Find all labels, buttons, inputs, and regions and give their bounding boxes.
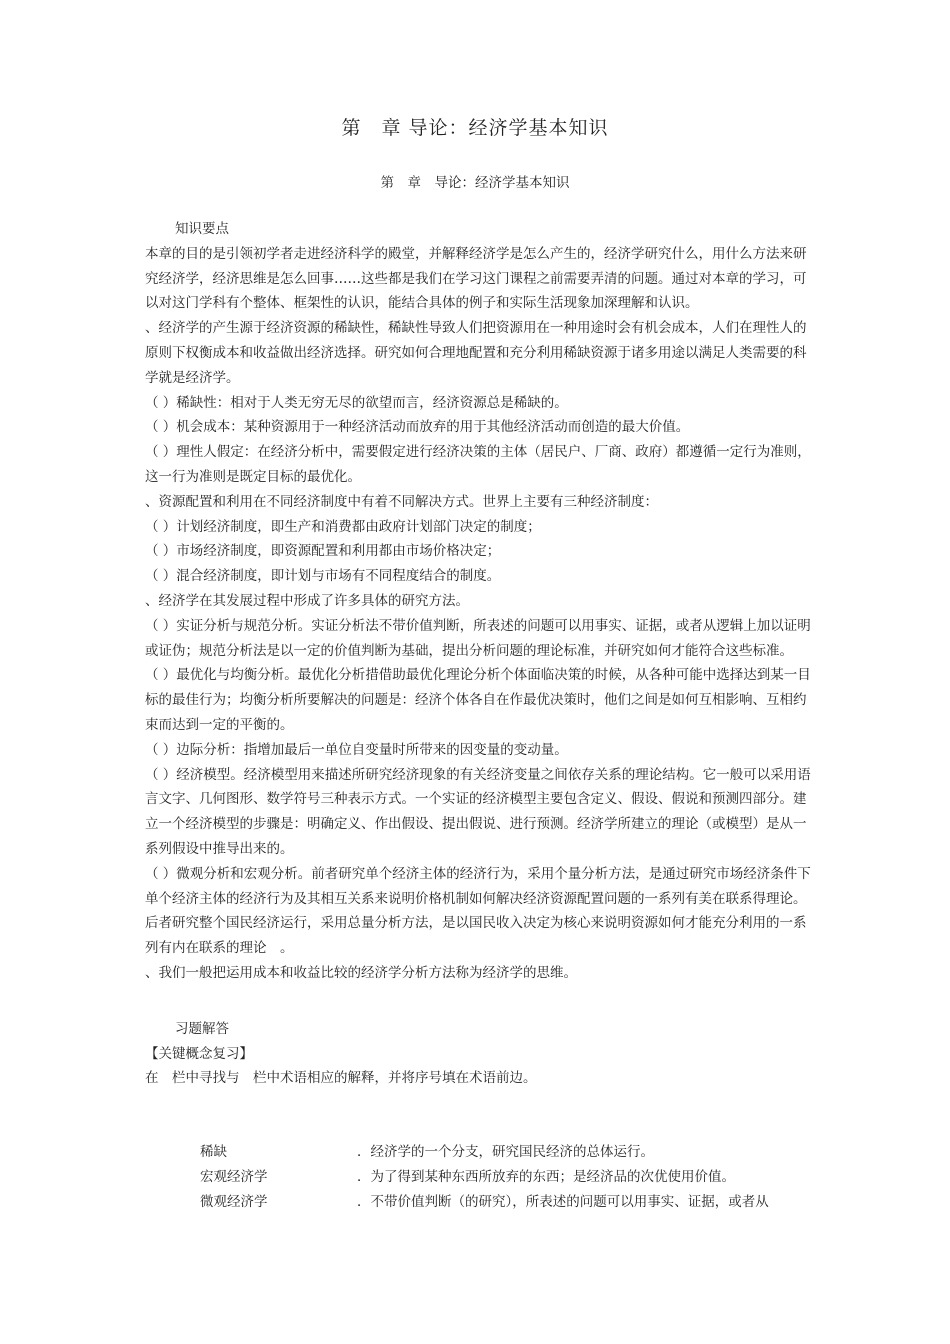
list-item: （ ）市场经济制度，即资源配置和利用都由市场价格决定；: [145, 543, 501, 560]
list-item: （ ）最优化与均衡分析。最优化分析措借助最优化理论分析个体面临决策的时候，从各种可能中选择达到某一目标的最佳行为；均衡分析所要解决的问题是：经济个体各自在作最优决策时，他们之间是如何互相影响、互相约束而达到一定的平衡的。: [145, 667, 811, 733]
term-cell: 宏观经济学: [200, 1169, 268, 1185]
list-item: （ ）机会成本：某种资源用于一种经济活动而放弃的用于其他经济活动而创造的最大价值。: [145, 419, 690, 436]
page-title: 第 章 导论：经济学基本知识: [341, 117, 609, 139]
definition-cell: ．为了得到某种东西所放弃的东西；是经济品的次优使用价值。: [357, 1169, 735, 1185]
list-item: （ ）边际分析：指增加最后一单位自变量时所带来的因变量的变动量。: [145, 741, 568, 758]
paragraph-research-methods: 、经济学在其发展过程中形成了许多具体的研究方法。: [145, 592, 469, 609]
paragraph-economic-thinking: 、我们一般把运用成本和收益比较的经济学分析方法称为经济学的思维。: [145, 964, 577, 981]
document-body: [145, 217, 817, 1091]
term-cell: 稀缺: [200, 1144, 227, 1160]
section-heading-key-points: 知识要点: [175, 221, 229, 237]
section-heading-exercises: 习题解答: [175, 1020, 229, 1037]
table-row: [200, 1165, 820, 1190]
list-item: （ ）微观分析和宏观分析。前者研究单个经济主体的经济行为，采用个量分析方法，是通过研究市场经济条件下单个经济主体的经济行为及其相互关系来说明价格机制如何解决经济资源配置问题的一系列有美在联系得理论。后者研究整个国民经济运行，采用总量分析方法，是以国民收入决定为核心来说明资源如何才能充分利用的一系列有内在联系的理论 。: [145, 865, 811, 957]
list-item: （ ）实证分析与规范分析。实证分析法不带价值判断，所表述的问题可以用事实、证据，或者从逻辑上加以证明或证伪；规范分析法是以一定的价值判断为基础，提出分析问题的理论标准，并研究如何才能符合这些标准。: [145, 617, 811, 659]
paragraph-economic-systems: 、资源配置和利用在不同经济制度中有着不同解决方式。世界上主要有三种经济制度：: [145, 493, 658, 510]
definition-cell: ．不带价值判断（的研究），所表述的问题可以用事实、证据，或者从: [357, 1194, 769, 1210]
table-row: [200, 1140, 820, 1165]
page-subtitle: 第 章 导论：经济学基本知识: [380, 175, 570, 191]
spacer: [145, 986, 817, 1017]
list-item: （ ）稀缺性：相对于人类无穷无尽的欲望而言，经济资源总是稀缺的。: [145, 394, 568, 411]
paragraph-scarcity: 、经济学的产生源于经济资源的稀缺性，稀缺性导致人们把资源用在一种用途时会有机会成本，人们在理性人的原则下权衡成本和收益做出经济选择。研究如何合理地配置和充分利用稀缺资源于诸多用途以满足人类需要的科学就是经济学。: [145, 320, 807, 386]
intro-paragraph: 本章的目的是引领初学者走进经济科学的殿堂，并解释经济学是怎么产生的，经济学研究什么，用什么方法来研究经济学，经济思维是怎么回事……这些都是我们在学习这门课程之前需要弄清的问题。通过对本章的学习，可以对这门学科有个整体、框架性的认识，能结合具体的例子和实际生活现象加深理解和认识。: [145, 245, 807, 312]
exercise-instruction: 在 栏中寻找与 栏中术语相应的解释，并将序号填在术语前边。: [145, 1070, 537, 1087]
list-item: （ ）理性人假定：在经济分析中，需要假定进行经济决策的主体（居民户、厂商、政府）都遵循一定行为准则，这一行为准则是既定目标的最优化。: [145, 444, 811, 485]
table-row: [200, 1190, 820, 1215]
list-item: （ ）计划经济制度，即生产和消费都由政府计划部门决定的制度；: [145, 518, 541, 535]
definition-cell: ．经济学的一个分支，研究国民经济的总体运行。: [357, 1144, 654, 1160]
term-matching-table: [200, 1140, 820, 1215]
list-item: （ ）经济模型。经济模型用来描述所研究经济现象的有关经济变量之间依存关系的理论结构。它一般可以采用语言文字、几何图形、数学符号三种表示方式。一个实证的经济模型主要包含定义、假设、假说和预测四部分。建立一个经济模型的步骤是：明确定义、作出假设、提出假说、进行预测。经济学所建立的理论（或模型）是从一系列假设中推导出来的。: [145, 766, 811, 857]
term-cell: 微观经济学: [200, 1194, 268, 1210]
exercise-label: 【关键概念复习】: [145, 1045, 253, 1062]
list-item: （ ）混合经济制度，即计划与市场有不同程度结合的制度。: [145, 568, 501, 585]
